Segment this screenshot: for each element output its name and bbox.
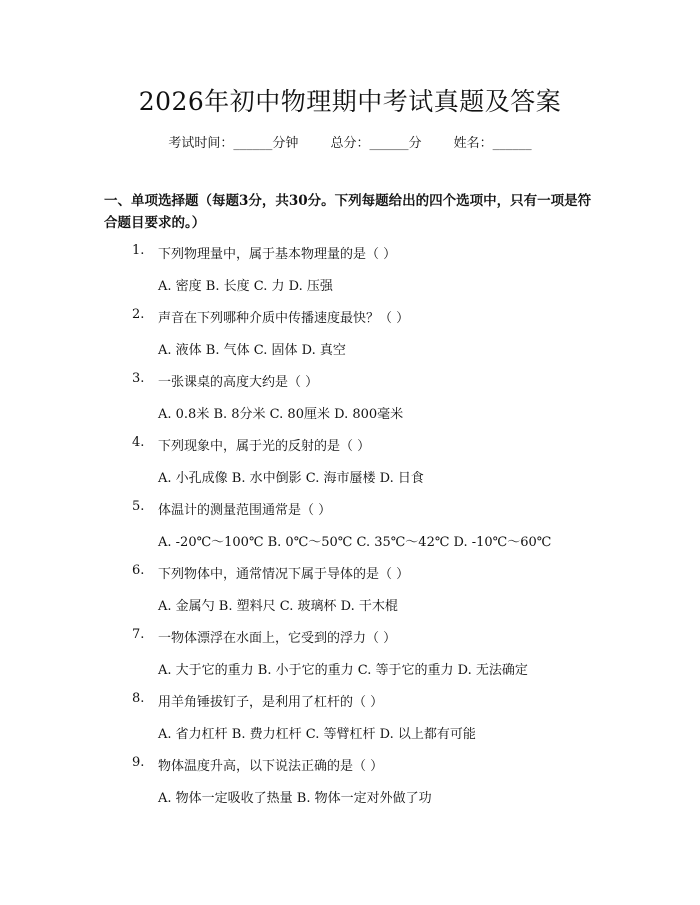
- question-item: [0, 627, 700, 691]
- total-score-field: 总分：______分: [330, 136, 422, 151]
- question-stem: 下列物体中，通常情况下属于导体的是（ ）: [158, 567, 410, 582]
- question-options: A. 金属勺 B. 塑料尺 C. 玻璃杯 D. 干木棍: [158, 599, 398, 614]
- exam-meta: [0, 132, 700, 151]
- question-stem: 一张课桌的高度大约是（ ）: [158, 375, 319, 390]
- question-number: 6.: [132, 563, 145, 578]
- question-options: A. 小孔成像 B. 水中倒影 C. 海市蜃楼 D. 日食: [158, 471, 424, 486]
- question-item: [0, 499, 700, 563]
- question-number: 2.: [132, 307, 145, 322]
- question-stem: 体温计的测量范围通常是（ ）: [158, 503, 332, 518]
- question-item: [0, 435, 700, 499]
- question-item: [0, 691, 700, 755]
- question-number: 9.: [132, 755, 145, 770]
- question-item: [0, 563, 700, 627]
- question-stem: 声音在下列哪种介质中传播速度最快？（ ）: [158, 311, 410, 326]
- question-options: A. 密度 B. 长度 C. 力 D. 压强: [158, 279, 333, 294]
- question-item: [0, 307, 700, 371]
- question-stem: 一物体漂浮在水面上，它受到的浮力（ ）: [158, 631, 397, 646]
- question-number: 3.: [132, 371, 145, 386]
- question-stem: 下列物理量中，属于基本物理量的是（ ）: [158, 247, 397, 262]
- question-options: A. 液体 B. 气体 C. 固体 D. 真空: [158, 343, 346, 358]
- question-item: [0, 243, 700, 307]
- question-list: [0, 243, 700, 819]
- question-options: A. 物体一定吸收了热量 B. 物体一定对外做了功: [158, 791, 432, 806]
- exam-time-field: 考试时间：______分钟: [168, 136, 299, 151]
- question-stem: 物体温度升高，以下说法正确的是（ ）: [158, 759, 384, 774]
- question-options: A. -20℃～100℃ B. 0℃～50℃ C. 35℃～42℃ D. -10℃～60℃: [158, 535, 552, 550]
- question-number: 8.: [132, 691, 145, 706]
- question-item: [0, 755, 700, 819]
- section-heading: 一、单项选择题（每题3分，共30分。下列每题给出的四个选项中，只有一项是符合题目要求的。）: [104, 193, 592, 231]
- question-number: 5.: [132, 499, 145, 514]
- question-options: A. 大于它的重力 B. 小于它的重力 C. 等于它的重力 D. 无法确定: [158, 663, 528, 678]
- question-stem: 下列现象中，属于光的反射的是（ ）: [158, 439, 371, 454]
- question-number: 4.: [132, 435, 145, 450]
- question-number: 1.: [132, 243, 145, 258]
- question-stem: 用羊角锤拔钉子，是利用了杠杆的（ ）: [158, 695, 384, 710]
- question-options: A. 0.8米 B. 8分米 C. 80厘米 D. 800毫米: [158, 407, 404, 422]
- question-options: A. 省力杠杆 B. 费力杠杆 C. 等臂杠杆 D. 以上都有可能: [158, 727, 476, 742]
- page-title: 2026年初中物理期中考试真题及答案: [138, 87, 562, 116]
- student-name-field: 姓名：______: [453, 136, 532, 151]
- question-number: 7.: [132, 627, 145, 642]
- question-item: [0, 371, 700, 435]
